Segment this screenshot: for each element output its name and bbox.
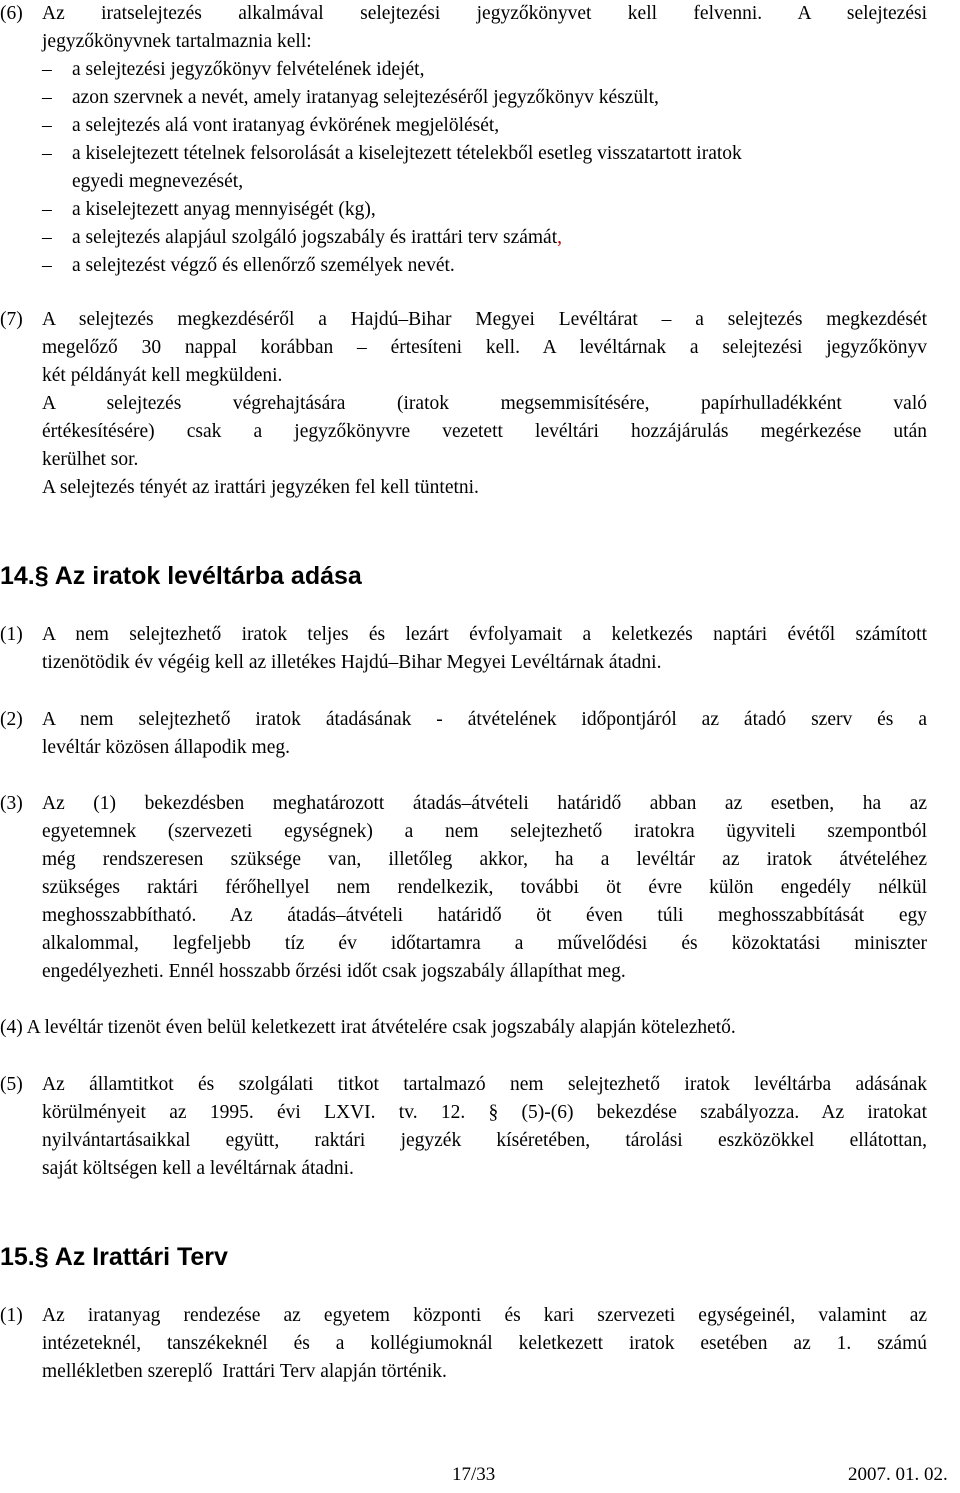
paragraph-number: (3) [0,793,23,814]
paragraph-text: A nem selejtezhető iratok átadásának - átvételének időpontjáról az átadó szerv és a [42,709,927,730]
section-14-heading [0,561,362,591]
paragraph-text: egyetemnek (szervezeti egységnek) a nem selejtezhető iratokra ügyviteli szempontból [42,821,927,842]
paragraph-text: alkalommal, legfeljebb tíz év időtartamra a művelődési és közoktatási miniszter [42,933,927,954]
paragraph-text: nyilvántartásaikkal együtt, raktári jegyzék kíséretében, tárolási eszközökkel ellátottan, [42,1130,927,1151]
section-15-heading [0,1242,228,1272]
paragraph-text: még rendszeresen szüksége van, illetőleg akkor, ha a levéltár az iratok átvételéhez [42,849,927,870]
dash-bullet: – [42,143,52,164]
paragraph-text: kerülhet sor. [42,449,139,470]
paragraph-13-6 [0,0,927,56]
paragraph-text: A nem selejtezhető iratok teljes és lezárt évfolyamait a keletkezés naptári évétől számított [42,624,927,645]
paragraph-number: (4) [0,1017,23,1038]
paragraph-text: engedélyezheti. Ennél hosszabb őrzési időt csak jogszabály állapíthat meg. [42,961,626,982]
section-sign: § [34,1243,49,1271]
paragraph-text: tizenötödik év végéig kell az illetékes Hajdú–Bihar Megyei Levéltárnak átadni. [42,652,662,673]
paragraph-text: Az államtitkot és szolgálati titkot tartalmazó nem selejtezhető iratok levéltárba adásának [42,1074,927,1095]
paragraph-text: meghosszabbítható. Az átadás–átvételi határidő öt éven túli meghosszabbítását egy [42,905,927,926]
paragraph-text: intézeteknél, tanszékeknél és a kollégiumoknál keletkezett iratok esetében az 1. számú [42,1333,927,1354]
paragraph-13-7 [0,306,927,502]
dash-bullet: – [42,255,52,276]
paragraph-14-5 [0,1071,927,1183]
section-number: 15. [0,1243,35,1271]
paragraph-number: (6) [0,3,23,24]
paragraph-14-1 [0,621,927,677]
paragraph-text: saját költségen kell a levéltárnak átadni. [42,1158,354,1179]
paragraph-text: Az iratanyag rendezése az egyetem központi és kari szervezeti egységeinél, valamint az [42,1305,927,1326]
list-item: – azon szervnek a nevét, amely iratanyag selejtezéséről jegyzőkönyv készült, [0,84,927,112]
paragraph-text: szükséges raktári férőhellyel nem rendelkezik, további öt évre külön engedély nélkül [42,877,927,898]
paragraph-14-4 [0,1014,927,1042]
paragraph-number: (1) [0,1305,23,1326]
section-sign: § [34,562,49,590]
list-item: – a kiselejtezett anyag mennyiségét (kg), [0,196,927,224]
footer-date: 2007. 01. 02. [848,1464,948,1485]
dash-bullet: – [42,227,52,248]
paragraph-text: A selejtezés végrehajtására (iratok megsemmisítésére, papírhulladékként való [42,393,927,414]
paragraph-text: értékesítésére) csak a jegyzőkönyvre vezetett levéltári hozzájárulás megérkezése után [42,421,927,442]
dash-bullet: – [42,115,52,136]
dash-bullet: – [42,87,52,108]
section-number: 14. [0,562,35,590]
paragraph-text: Az iratselejtezés alkalmával selejtezési jegyzőkönyvet kell felvenni. A selejtezési [42,3,927,24]
paragraph-text: A selejtezés megkezdéséről a Hajdú–Bihar Megyei Levéltárat – a selejtezés megkezdését [42,309,927,330]
paragraph-text: Az (1) bekezdésben meghatározott átadás–átvételi határidő abban az esetben, ha az [42,793,927,814]
paragraph-text: A levéltár tizenöt éven belül keletkezett irat átvételére csak jogszabály alapján kötelezhető. [26,1017,736,1038]
list-item: – a selejtezést végző és ellenőrző személyek nevét. [0,252,927,280]
dash-bullet: – [42,199,52,220]
list-item: – a selejtezés alá vont iratanyag évkörének megjelölését, [0,112,927,140]
paragraph-14-3 [0,790,927,986]
paragraph-text: két példányát kell megküldeni. [42,365,283,386]
paragraph-number: (7) [0,309,23,330]
list-item: – a selejtezési jegyzőkönyv felvételének idejét, [0,56,927,84]
paragraph-text: mellékletben szereplő Irattári Terv alapján történik. [42,1361,447,1382]
paragraph-number: (2) [0,709,23,730]
paragraph-15-1 [0,1302,927,1386]
paragraph-number: (5) [0,1074,23,1095]
list-item: – a kiselejtezett tételnek felsorolását a kiselejtezett tételekből esetleg visszatartott iratok egyedi megnevezését, [0,140,927,196]
section-title: Az Irattári Terv [54,1243,228,1271]
paragraph-number: (1) [0,624,23,645]
paragraph-text: levéltár közösen állapodik meg. [42,737,290,758]
paragraph-14-2 [0,706,927,762]
section-title: Az iratok levéltárba adása [54,562,362,590]
tracked-change-comma: , [557,227,562,248]
list-item: – a selejtezés alapjául szolgáló jogszabály és irattári terv számát, [0,224,927,252]
paragraph-text: jegyzőkönyvnek tartalmaznia kell: [42,31,312,52]
paragraph-text: A selejtezés tényét az irattári jegyzéken fel kell tüntetni. [42,477,479,498]
page-number: 17/33 [452,1464,496,1485]
dash-bullet: – [42,59,52,80]
paragraph-text: megelőző 30 nappal korábban – értesíteni kell. A levéltárnak a selejtezési jegyzőkönyv [42,337,927,358]
required-contents-list [0,56,927,280]
paragraph-text: körülményeit az 1995. évi LXVI. tv. 12. § (5)-(6) bekezdése szabályozza. Az iratokat [42,1102,927,1123]
